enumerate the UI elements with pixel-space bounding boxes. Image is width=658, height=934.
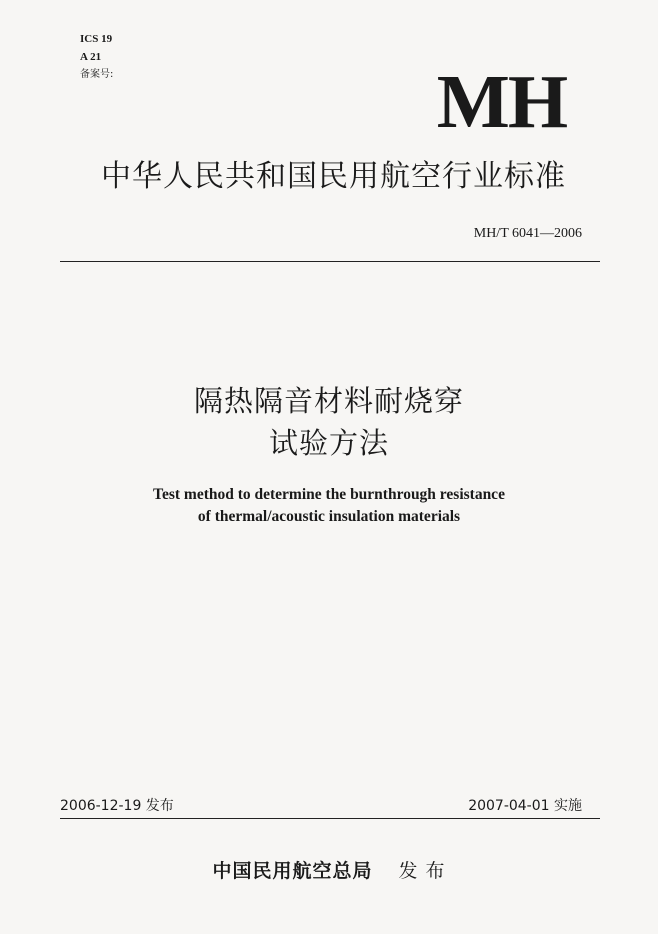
issuer-name: 中国民用航空总局 <box>212 860 373 882</box>
title-english-line-2: of thermal/acoustic insulation materials <box>197 508 461 525</box>
bottom-divider <box>60 818 600 819</box>
industry-standard-title: 中华人民共和国民用航空行业标准 <box>101 159 566 194</box>
ics-code: ICS 19 <box>80 33 113 45</box>
record-number-label: 备案号: <box>80 69 114 80</box>
standard-number: MH/T 6041—2006 <box>473 226 582 241</box>
issuer-action: 发 布 <box>398 860 446 882</box>
issue-date: 2006-12-19 发布 <box>60 798 174 814</box>
top-divider <box>60 261 600 262</box>
title-chinese-line-2: 试验方法 <box>268 426 389 460</box>
standard-logo: MH <box>436 60 567 144</box>
effective-date: 2007-04-01 实施 <box>468 798 582 814</box>
issuer-line <box>0 858 658 884</box>
title-english-line-1: Test method to determine the burnthrough resistance <box>153 486 505 503</box>
classification-code: A 21 <box>80 51 102 63</box>
title-chinese-line-1: 隔热隔音材料耐烧穿 <box>193 384 464 418</box>
